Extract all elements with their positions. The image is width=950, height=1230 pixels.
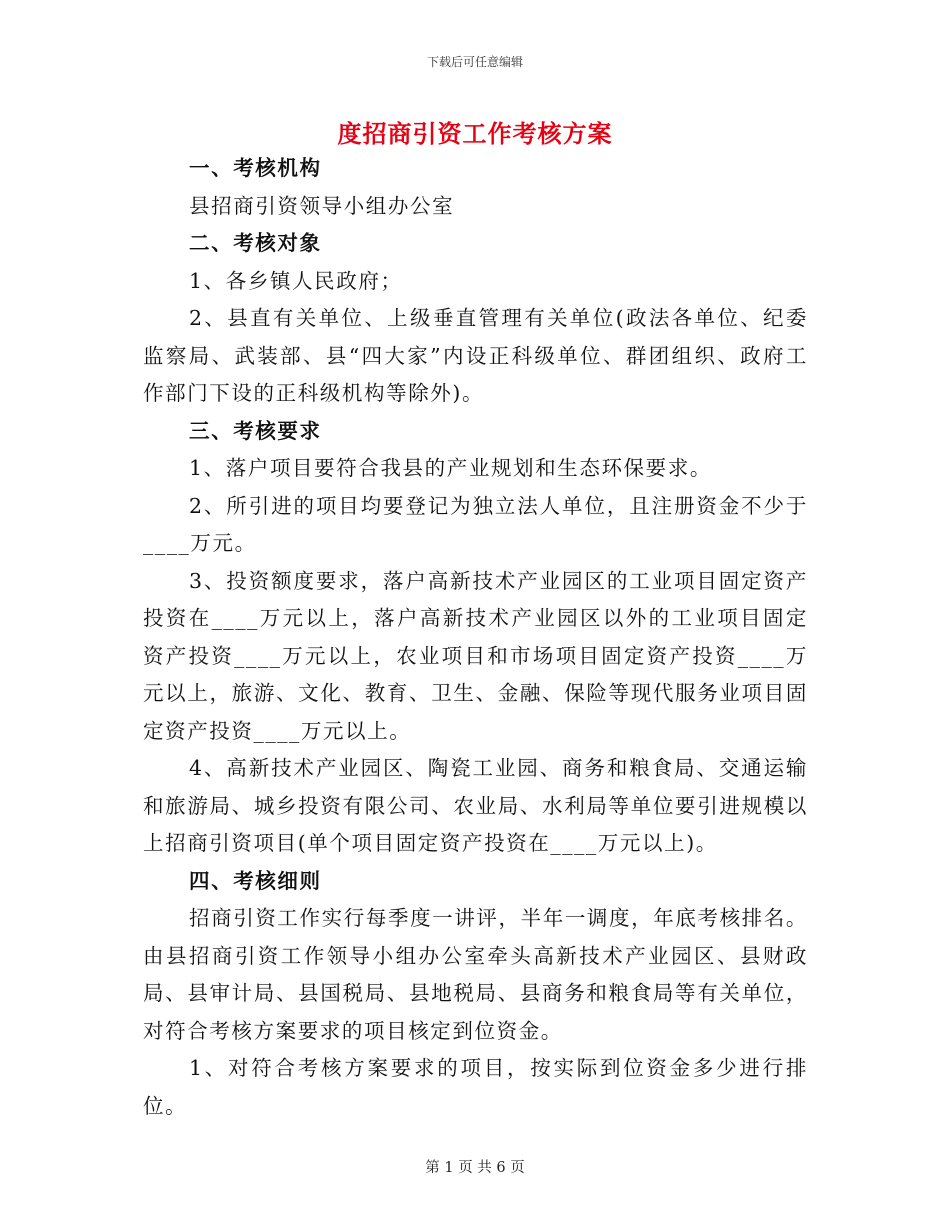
document-body	[143, 150, 808, 1125]
header-note: 下载后可任意编辑	[426, 55, 523, 69]
paragraph: 2、县直有关单位、上级垂直管理有关单位(政法各单位、纪委监察局、武装部、县“四大家”内设正科级单位、群团组织、政府工作部门下设的正科级机构等除外)。	[143, 306, 808, 405]
paragraph: 招商引资工作实行每季度一讲评，半年一调度，年底考核排名。由县招商引资工作领导小组办公室牵头高新技术产业园区、县财政局、县审计局、县国税局、县地税局、县商务和粮食局等有关单位，对符合考核方案要求的项目核定到位资金。	[143, 906, 808, 1043]
paragraph: 4、高新技术产业园区、陶瓷工业园、商务和粮食局、交通运输和旅游局、城乡投资有限公司、农业局、水利局等单位要引进规模以上招商引资项目(单个项目固定资产投资在____万元以上)。	[143, 756, 808, 855]
section-heading: 二、考核对象	[189, 231, 322, 255]
document-title: 度招商引资工作考核方案	[337, 119, 613, 148]
paragraph: 1、对符合考核方案要求的项目，按实际到位资金多少进行排位。	[143, 1056, 808, 1118]
page-footer: 第 1 页 共 6 页	[425, 1160, 525, 1176]
section-heading: 一、考核机构	[189, 156, 322, 180]
paragraph: 2、所引进的项目均要登记为独立法人单位，且注册资金不少于____万元。	[143, 493, 808, 555]
paragraph: 3、投资额度要求，落户高新技术产业园区的工业项目固定资产投资在____万元以上，落户高新技术产业园区以外的工业项目固定资产投资____万元以上，农业项目和市场项目固定资产投资____万元以上，旅游、文化、教育、卫生、金融、保险等现代服务业项目固定资产投资____万元以上。	[143, 568, 808, 743]
paragraph: 1、各乡镇人民政府；	[189, 268, 403, 293]
section-heading: 三、考核要求	[189, 418, 322, 443]
paragraph: 1、落户项目要符合我县的产业规划和生态环保要求。	[189, 456, 712, 480]
paragraph: 县招商引资领导小组办公室	[189, 193, 455, 218]
section-heading: 四、考核细则	[189, 868, 322, 893]
